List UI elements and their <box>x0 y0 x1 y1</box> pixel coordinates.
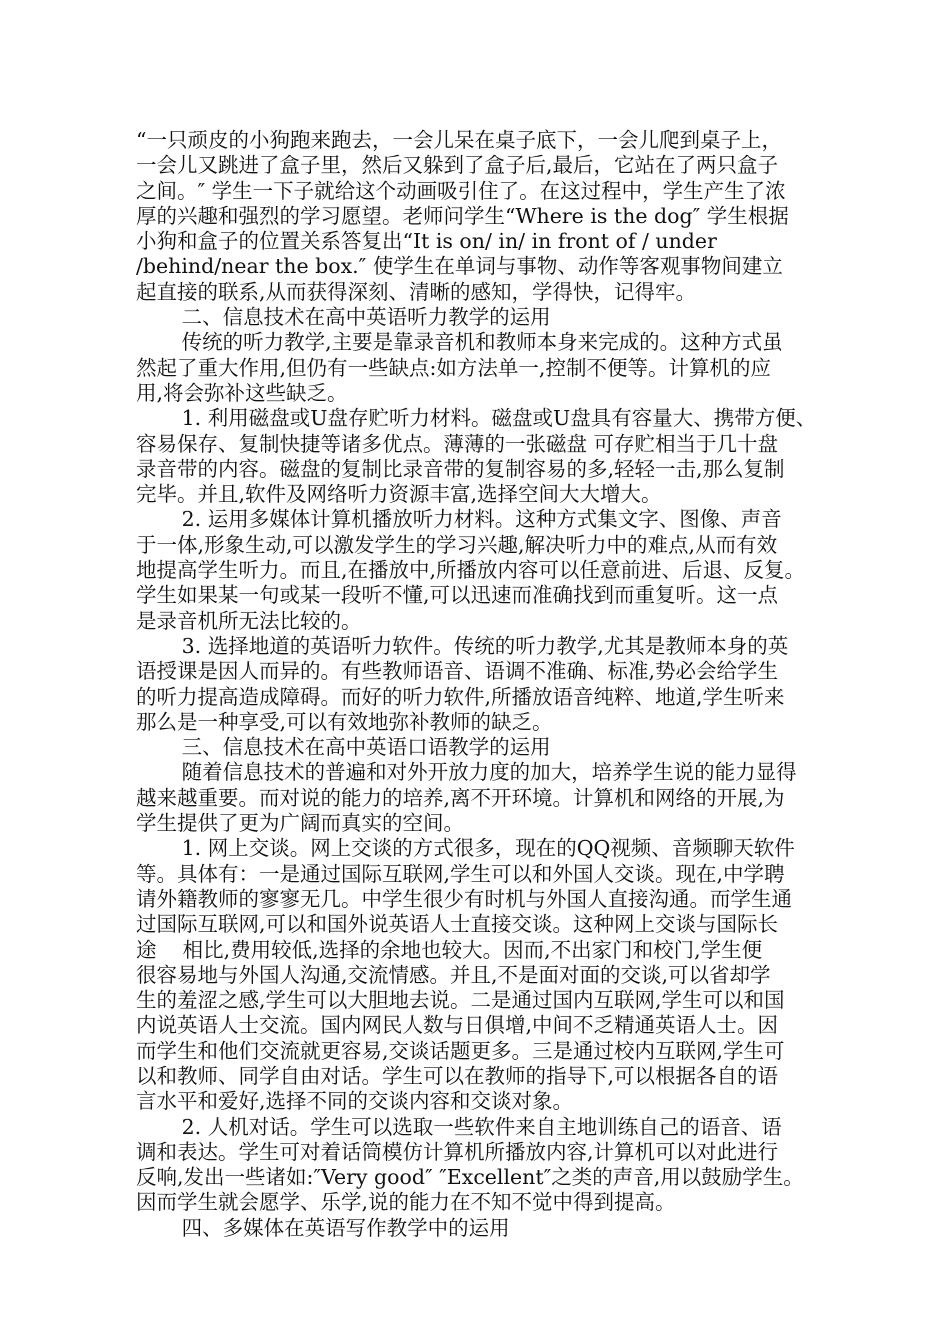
text-line: 用,将会弥补这些缺乏。 <box>136 380 348 405</box>
text-line: 3. 选择地道的英语听力软件。传统的听力教学,尤其是教师本身的英 <box>136 633 789 658</box>
text-line: 随着信息技术的普遍和对外开放力度的加大，培养学生说的能力显得 <box>136 760 797 785</box>
text-line: 起直接的联系,从而获得深刻、清晰的感知，学得快，记得牢。 <box>136 279 697 304</box>
section-heading: 三、信息技术在高中英语口语教学的运用 <box>136 735 551 760</box>
text-line: 完毕。并且,软件及网络听力资源丰富,选择空间大大增大。 <box>136 482 662 507</box>
document-page <box>136 128 868 1241</box>
text-line: 生的羞涩之感,学生可以大胆地去说。二是通过国内互联网,学生可以和国 <box>136 988 785 1013</box>
text-line: 2. 运用多媒体计算机播放听力材料。这种方式集文字、图像、声音 <box>136 507 782 532</box>
text-line: 请外籍教师的寥寥无几。中学生很少有时机与外国人直接沟通。而学生通 <box>136 886 792 911</box>
text-line: 1. 网上交谈。网上交谈的方式很多，现在的QQ视频、音频聊天软件 <box>136 836 795 861</box>
text-line: 言水平和爱好,选择不同的交谈内容和交谈对象。 <box>136 1089 574 1114</box>
text-line: 1. 利用磁盘或U盘存贮听力材料。磁盘或U盘具有容量大、携带方便、 <box>136 406 817 431</box>
text-line: 是录音机所无法比较的。 <box>136 608 362 633</box>
text-line: 厚的兴趣和强烈的学习愿望。老师问学生“Where is the dog″ 学生根据 <box>136 203 789 228</box>
text-line: 小狗和盒子的位置关系答复出“It is on/ in/ in front of / under <box>136 229 717 254</box>
text-line: 然起了重大作用,但仍有一些缺点:如方法单一,控制不便等。计算机的应 <box>136 355 771 380</box>
text-line: 于一体,形象生动,可以激发学生的学习兴趣,解决听力中的难点,从而有效 <box>136 532 778 557</box>
text-line: 等。具体有：一是通过国际互联网,学生可以和外国人交谈。现在,中学聘 <box>136 861 785 886</box>
section-heading: 二、信息技术在高中英语听力教学的运用 <box>136 305 551 330</box>
text-line: 反响,发出一些诸如:″Very good″ ″Excellent″之类的声音,用以鼓励学生。 <box>136 1165 804 1190</box>
text-line: 途 相比,费用较低,选择的余地也较大。因而,不出家门和校门,学生便 <box>136 937 763 962</box>
text-line: 那么是一种享受,可以有效地弥补教师的缺乏。 <box>136 709 553 734</box>
text-line: 地提高学生听力。而且,在播放中,所播放内容可以任意前进、后退、反复。 <box>136 558 806 583</box>
text-line: 过国际互联网,可以和国外说英语人士直接交谈。这种网上交谈与国际长 <box>136 912 779 937</box>
text-line: 以和教师、同学自由对话。学生可以在教师的指导下,可以根据各自的语 <box>136 1063 779 1088</box>
text-line: “一只顽皮的小狗跑来跑去，一会儿呆在桌子底下，一会儿爬到桌子上， <box>136 128 782 152</box>
text-line: /behind/near the box.″ 使学生在单词与事物、动作等客观事物间建立 <box>136 254 783 279</box>
text-line: 容易保存、复制快捷等诸多优点。薄薄的一张磁盘 可存贮相当于几十盘 <box>136 431 779 456</box>
text-line: 传统的听力教学,主要是靠录音机和教师本身来完成的。这种方式虽 <box>136 330 783 355</box>
text-line: 调和表达。学生可对着话筒模仿计算机所播放内容,计算机可以对此进行 <box>136 1139 779 1164</box>
text-line: 之间。″ 学生一下子就给这个动画吸引住了。在这过程中，学生产生了浓 <box>136 178 786 203</box>
text-line: 2. 人机对话。学生可以选取一些软件来自主地训练自己的语音、语 <box>136 1114 782 1139</box>
text-line: 语授课是因人而异的。有些教师语音、语调不准确、标准,势必会给学生 <box>136 659 779 684</box>
text-line: 越来越重要。而对说的能力的培养,离不开环境。计算机和网络的开展,为 <box>136 785 785 810</box>
text-line: 学生如果某一句或某一段听不懂,可以迅速而准确找到而重复听。这一点 <box>136 583 779 608</box>
text-line: 很容易地与外国人沟通,交流情感。并且,不是面对面的交谈,可以省却学 <box>136 962 771 987</box>
text-line: 学生提供了更为广阔而真实的空间。 <box>136 811 464 836</box>
text-line: 一会儿又跳进了盒子里，然后又躲到了盒子后,最后，它站在了两只盒子 <box>136 153 779 178</box>
text-line: 内说英语人士交流。国内网民人数与日俱增,中间不乏精通英语人士。因 <box>136 1013 779 1038</box>
text-line: 因而学生就会愿学、乐学,说的能力在不知不觉中得到提高。 <box>136 1190 676 1215</box>
section-heading: 四、多媒体在英语写作教学中的运用 <box>136 1215 510 1240</box>
text-line: 录音带的内容。磁盘的复制比录音带的复制容易的多,轻轻一击,那么复制 <box>136 456 785 481</box>
text-line: 的听力提高造成障碍。而好的听力软件,所播放语音纯粹、地道,学生听来 <box>136 684 785 709</box>
text-line: 而学生和他们交流就更容易,交谈话题更多。三是通过校内互联网,学生可 <box>136 1038 785 1063</box>
